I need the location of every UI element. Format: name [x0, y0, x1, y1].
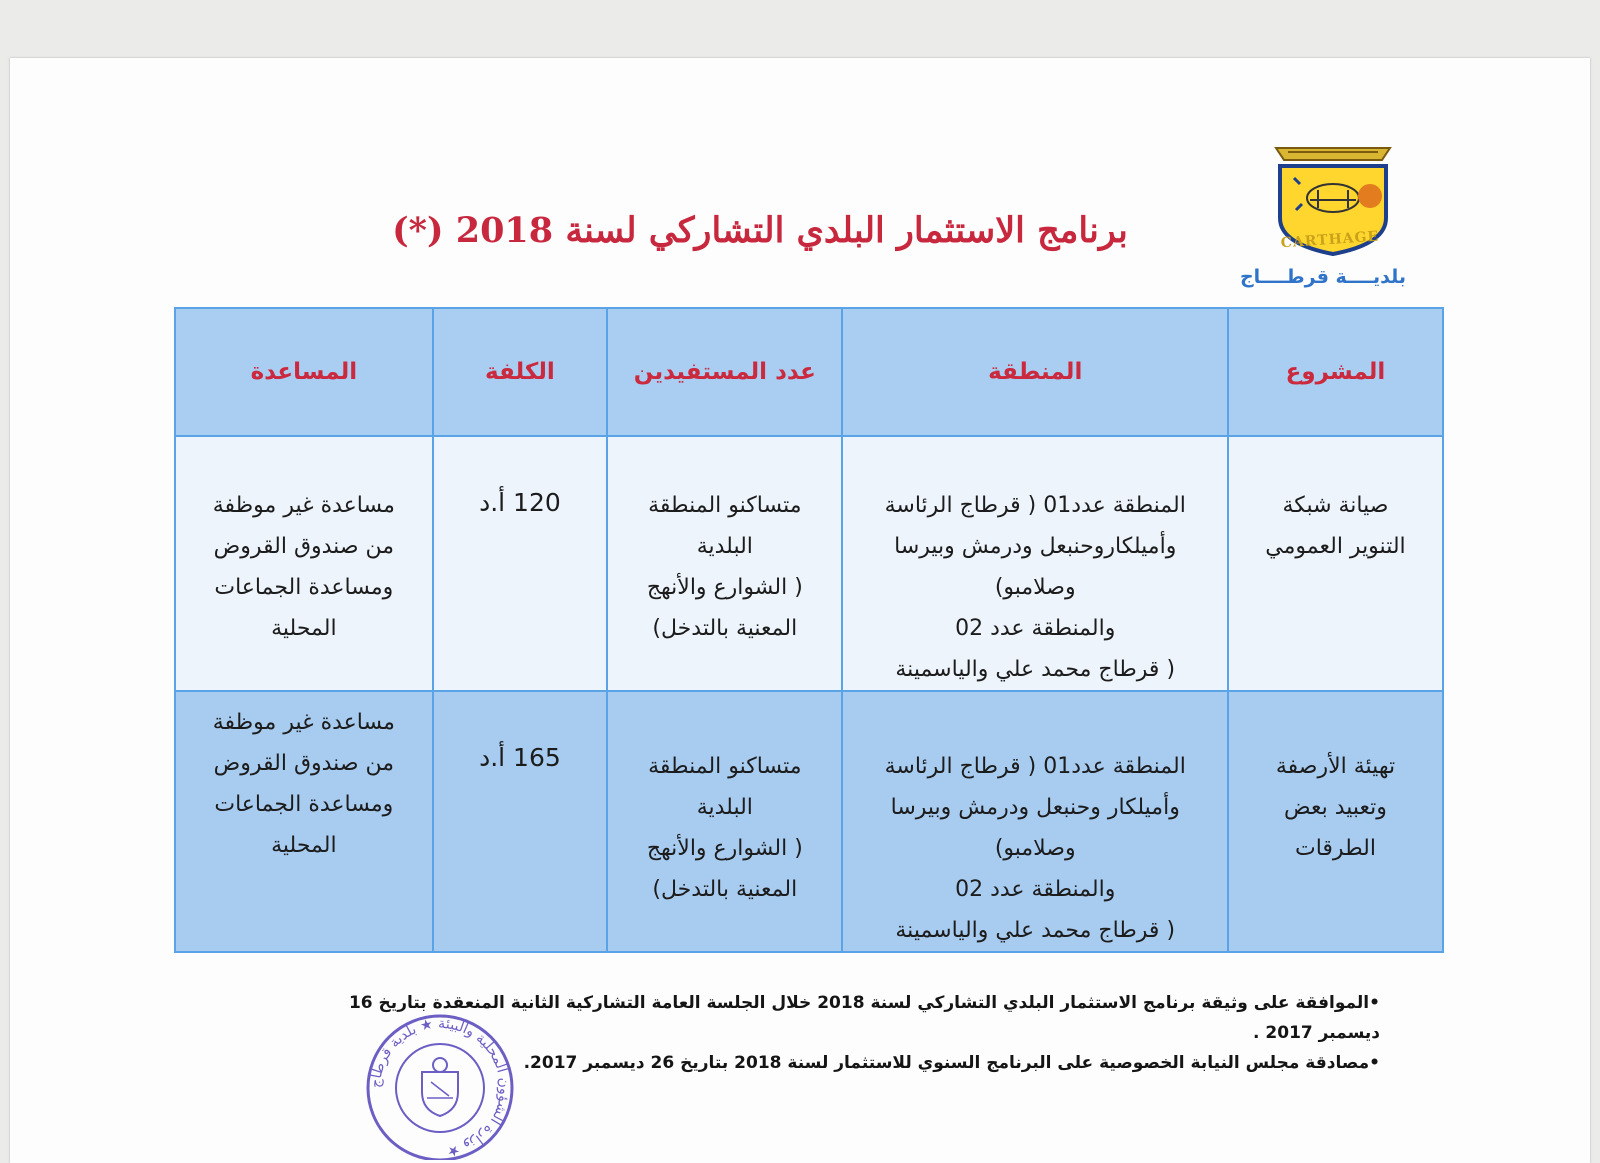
zone-cell: المنطقة عدد01 ( قرطاج الرئاسة وأميلكاروحنبعل ودرمش وبيرسا وصلامبو) والمنطقة عدد 02 ( قرطاج محمد علي والياسمينة — [842, 436, 1227, 691]
header-project: المشروع — [1228, 308, 1443, 436]
project-cell: تهيئة الأرصفة وتعبيد بعض الطرقات — [1228, 691, 1443, 952]
header-cost: الكلفة — [433, 308, 607, 436]
logo-wordmark: CARTHAGE — [1280, 228, 1380, 252]
official-stamp — [355, 1010, 525, 1160]
project-cell: صيانة شبكة التنوير العمومي — [1228, 436, 1443, 691]
header-aid: المساعدة — [175, 308, 433, 436]
beneficiaries-cell: متساكنو المنطقة البلدية ( الشوارع والأنهج المعنية بالتدخل) — [607, 436, 842, 691]
investment-program-table — [174, 307, 1444, 953]
footnote-ratification: •مصادقة مجلس النيابة الخصوصية على البرنامج السنوي للاستثمار لسنة 2018 بتاريخ 26 ديسمبر 2017. — [523, 1053, 1380, 1073]
zone-cell: المنطقة عدد01 ( قرطاج الرئاسة وأميلكار وحنبعل ودرمش وبيرسا وصلامبو) والمنطقة عدد 02 ( قرطاج محمد علي والياسمينة — [842, 691, 1227, 952]
cost-cell: 120 أ.د — [433, 436, 607, 691]
footnote-approval: •الموافقة على وثيقة برنامج الاستثمار البلدي التشاركي لسنة 2018 خلال الجلسة العامة التشاركية الثانية المنعقدة بتاريخ 16 ديسمبر 2017 . — [348, 993, 1380, 1043]
header-beneficiaries: عدد المستفيدين — [607, 308, 842, 436]
municipality-name: بلديــــة قرطــــاج — [1239, 266, 1407, 288]
cost-cell: 165 أ.د — [433, 691, 607, 952]
table-row — [175, 691, 1443, 952]
aid-cell: مساعدة غير موظفة من صندوق القروض ومساعدة الجماعات المحلية — [175, 691, 433, 952]
stamp-text: وزارة الشؤون المحلية والبيئة ★ بلدية قرطاج ★ — [367, 1015, 513, 1160]
beneficiaries-cell: متساكنو المنطقة البلدية ( الشوارع والأنهج المعنية بالتدخل) — [607, 691, 842, 952]
aid-cell: مساعدة غير موظفة من صندوق القروض ومساعدة الجماعات المحلية — [175, 436, 433, 691]
header-zone: المنطقة — [842, 308, 1227, 436]
document-title: برنامج الاستثمار البلدي التشاركي لسنة 2018 (*) — [392, 210, 1128, 251]
table-row — [175, 436, 1443, 691]
table-header-row — [175, 308, 1443, 436]
